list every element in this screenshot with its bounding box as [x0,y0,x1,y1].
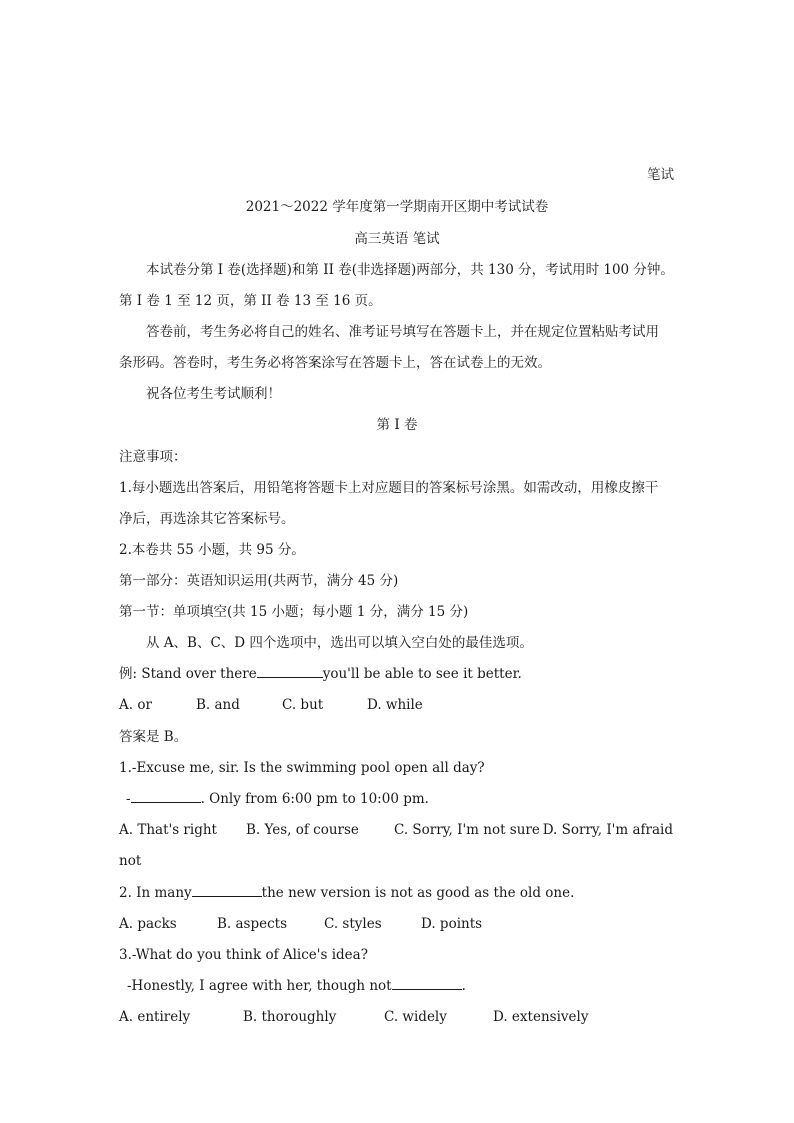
note-1-line-2: 净后，再选涂其它答案标号。 [119,511,295,527]
question-2-option-a: A. packs [119,916,177,932]
example-option-b: B. and [196,697,240,713]
volume-title: 第 I 卷 [376,417,418,433]
question-3-line-2-end: . [461,978,466,994]
question-1-line-2 [126,789,429,809]
example-option-c: C. but [282,697,324,713]
question-1-dash: - [126,791,131,807]
question-3-line-1: 3.-What do you think of Alice's idea? [119,947,368,963]
question-2-stem-after: the new version is not as good as the old one. [261,885,575,901]
intro-paragraph-1-line-2: 第 I 卷 1 至 12 页，第 II 卷 13 至 16 页。 [119,293,382,309]
question-1-option-c: C. Sorry, I'm not sure [394,822,540,838]
exam-title: 2021～2022 学年度第一学期南开区期中考试试卷 [245,199,549,215]
question-1-option-d-wrap: not [119,853,142,869]
question-2-stem [119,883,574,903]
question-1-option-d: D. Sorry, I'm afraid [542,822,673,838]
example-stem-before: 例: Stand over there [119,666,257,682]
question-3-line-2-text: -Honestly, I agree with her, though not [127,978,392,994]
question-3-line-2 [127,976,466,996]
example-option-a: A. or [119,697,152,713]
note-1-line-1: 1.每小题选出答案后，用铅笔将答题卡上对应题目的答案标号涂黑。如需改动，用橡皮擦干 [119,480,659,496]
intro-paragraph-3: 祝各位考生考试顺利！ [146,386,281,402]
question-2-option-b: B. aspects [217,916,288,932]
question-2-option-d: D. points [421,916,483,932]
question-1-option-a: A. That's right [119,822,217,838]
question-3-option-a: A. entirely [119,1009,191,1025]
intro-paragraph-2-line-1: 答卷前，考生务必将自己的姓名、准考证号填写在答题卡上，并在规定位置粘贴考试用 [146,324,659,340]
intro-paragraph-1-line-1: 本试卷分第 I 卷(选择题)和第 II 卷(非选择题)两部分，共 130 分，考试用时 100 分钟。 [146,262,674,278]
question-3-option-b: B. thoroughly [243,1009,337,1025]
example-stem-after: you'll be able to see it better. [322,666,522,682]
answer-blank [392,976,462,990]
answer-blank [192,883,262,897]
top-right-label: 笔试 [647,167,674,183]
question-1-line-2-text: . Only from 6:00 pm to 10:00 pm. [200,791,429,807]
exam-subtitle: 高三英语 笔试 [354,231,440,247]
question-3-option-c: C. widely [384,1009,447,1025]
intro-paragraph-2-line-2: 条形码。答卷时，考生务必将答案涂写在答题卡上，答在试卷上的无效。 [119,355,551,371]
answer-blank [131,789,201,803]
answer-blank [257,664,323,678]
question-2-option-c: C. styles [324,916,382,932]
notes-heading: 注意事项： [119,449,187,465]
question-1-line-1: 1.-Excuse me, sir. Is the swimming pool open all day? [119,760,485,776]
question-2-stem-before: 2. In many [119,885,192,901]
question-1-option-b: B. Yes, of course [246,822,359,838]
note-2: 2.本卷共 55 小题，共 95 分。 [119,542,305,558]
example-answer: 答案是 B。 [119,729,188,745]
section-1-heading: 第一节：单项填空(共 15 小题；每小题 1 分，满分 15 分) [119,604,469,620]
example-option-d: D. while [367,697,423,713]
section-instruction: 从 A、B、C、D 四个选项中，选出可以填入空白处的最佳选项。 [146,635,533,651]
question-3-option-d: D. extensively [493,1009,589,1025]
part-1-heading: 第一部分：英语知识运用(共两节，满分 45 分) [119,573,399,589]
example-stem [119,664,522,684]
